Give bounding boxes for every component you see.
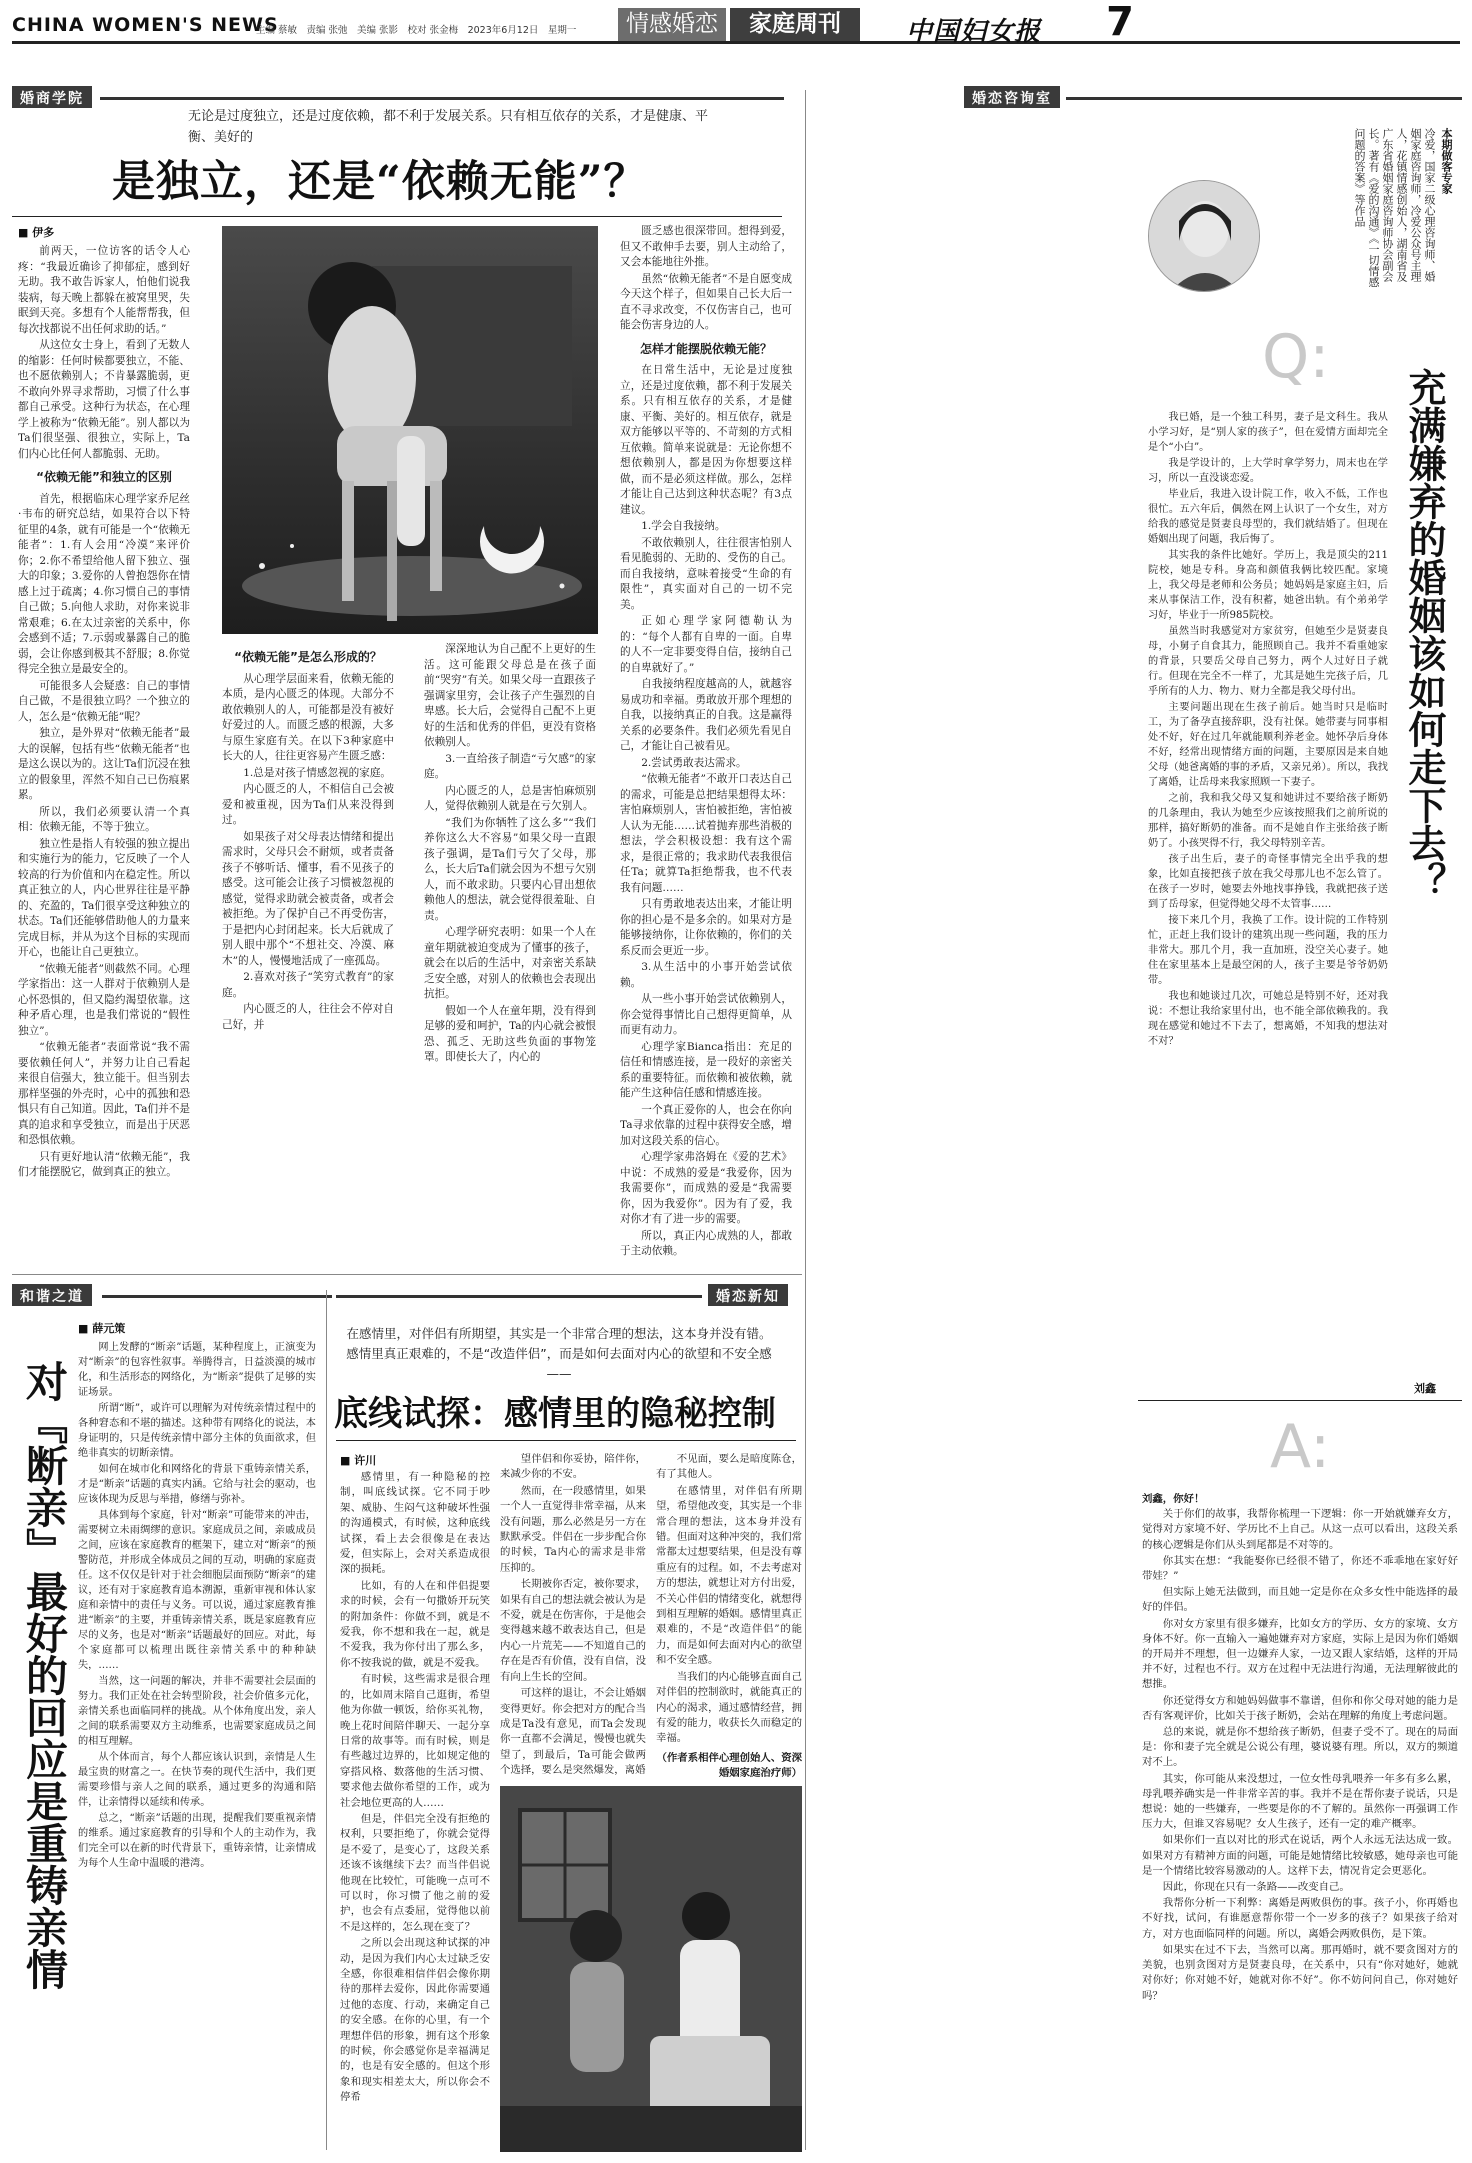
paragraph: 你还觉得女方和她妈妈做事不靠谱，但你和你父母对她的能力是否有客观评价，比如关于孩子断奶，会站在理解的角度上考虑问题。 bbox=[1142, 1694, 1458, 1722]
paragraph: 比如，有的人在和伴侣提要求的时候，会有一句撒娇开玩笑的附加条件：你做不到，就是不爱我，你不想和我在一起，就是不爱我，我为你付出了那么多，你不按我说的做，就是不爱我。 bbox=[340, 1579, 490, 1669]
paragraph: 感情里，有一种隐秘的控制，叫底线试探。它不同于吵架、威胁、生闷气这种破坏性强的沟通模式，有时候，这种底线试探，看上去会很像是在表达爱，但实际上，会对关系造成很深的损耗。 bbox=[340, 1471, 490, 1576]
paragraph: 然而，在一段感情里，如果一个人一直觉得非常幸福，从来没有问题，那么必然是另一方在默默承受。伴侣在一步步配合你的时候，Ta内心的需求是非常压抑的。 bbox=[500, 1484, 646, 1574]
paragraph: 1.学会自我接纳。 bbox=[641, 520, 726, 532]
paragraph: 只有更好地认清“依赖无能”，我们才能摆脱它，做到真正的独立。 bbox=[18, 1150, 190, 1178]
paragraph: 在感情里，对伴侣有所期望，希望他改变，其实是一个非常合理的想法，这本身并没有错。但面对这种冲突的，我们常常都太过想要结果，但是没有尊重应有的过程。如，不去考虑对方的想法，就想让对方付出爱，不关心伴侣的情绪变化，就想得到相互理解的婚姻。感情里真正艰难的，不是“改造伴侣”的能力，而是如何去面对内心的欲望和不安全感。 bbox=[656, 1484, 802, 1667]
paragraph: 可这样的退让，不会让婚姻变得更好。你会把对方的配合当成是Ta没有意见，而Ta会发现你一直都不会满足，慢慢也就失望了，到最后，Ta可能会做两个选择，要么是突然爆发，离婚 bbox=[500, 1687, 646, 1777]
paragraph: 具体到每个家庭，针对“断亲”可能带来的冲击，需要树立未雨绸缪的意识。家庭成员之间，亲戚成员之间，应该在家庭教育的框架下，建立对“断亲”的预警防范，并形成全体成员之间的互动，明确的家庭责任。这不仅仅是针对于社会细胞层面预防“断亲”的建议，还有对于家庭教育追本溯源，重新审视和体认家庭和亲情中的责任与义务。可以说，通过家庭教育推进“断亲”的主要，并重铸亲情关系，既是家庭教育应尽的义务，也是对“断亲”话题最好的回应。对此，每个家庭都可以梳理出既往亲情关系中的种种缺失，…… bbox=[78, 1510, 316, 1671]
page-number: 7 bbox=[1106, 0, 1134, 45]
paragraph: 长期被你否定，被你要求，如果有自己的想法就会被认为是不爱，就是在伤害你，于是他会变得越来越不敢表达自己，但是内心一片荒芜——不知道自己的存在是否有价值，没有自信，没有向上生长的空间。 bbox=[500, 1578, 646, 1683]
paragraph: 自我接纳程度越高的人，就越容易成功和幸福。勇敢放开那个理想的自我，以接纳真正的自我。这是赢得关系的必要条件。我们必须先看见自己，才能让自己被看见。 bbox=[620, 678, 792, 752]
paragraph: 在日常生活中，无论是过度独立，还是过度依赖，都不利于发展关系。只有相互依存的关系，才是健康、平衡、美好的。相互依存，就是双方能够以平等的、不苛刻的方式相互依赖。简单来说就是：无论你想不想依赖别人，都是因为你想要这样做，而不是必须这样做。那么，怎样才能让自己达到这种状态呢？有3点建议。 bbox=[620, 364, 792, 516]
column-tag-harmony: 和谐之道 bbox=[12, 1284, 92, 1306]
paragraph: 从个体而言，每个人都应该认识到，亲情是人生最宝贵的财富之一。在快节奏的现代生活中，我们更需要珍惜与亲人之间的联系，通过更多的沟通和陪伴，让亲情得以延续和传承。 bbox=[78, 1752, 316, 1808]
right-column-divider bbox=[805, 90, 806, 2150]
paragraph: 如何在城市化和网络化的背景下重铸亲情关系，才是“断亲”话题的真实内涵。它给与社会的驱动，也应该体现为反思与举措，修缮与弥补。 bbox=[78, 1464, 316, 1505]
article2-author: ■ 薛元策 bbox=[78, 1322, 126, 1335]
article1-column-3 bbox=[424, 642, 596, 1067]
paragraph: 你其实在想：“我能娶你已经很不错了，你还不乖乖地在家好好带娃？” bbox=[1142, 1554, 1458, 1583]
article3-title: 底线试探：感情里的隐秘控制 bbox=[334, 1394, 776, 1434]
paragraph: “依赖无能者”表面常说“我不需要依赖任何人”，并努力让自己看起来很自信强大，独立能干。但当别去那样坚强的外壳时，心中的孤独和恐惧只有自己知道。因此，Ta们并不是真的追求和享受独立，而是出于厌恶和恐惧依赖。 bbox=[18, 1041, 190, 1146]
paragraph: 内心匮乏的人，不相信自己会被爱和被重视，因为Ta们从来没得到过。 bbox=[222, 783, 394, 826]
paragraph: 一个真正爱你的人，也会在你向Ta寻求依靠的过程中获得安全感，增加对这段关系的信心。 bbox=[620, 1103, 792, 1147]
paragraph: 匮乏感也很深带回。想得到爱，但又不敢伸手去要，别人主动给了，又会本能地往外推。 bbox=[620, 225, 792, 268]
paragraph: 毕业后，我进入设计院工作，收入不低，工作也很忙。五六年后，偶然在网上认识了一个女生，对方给我的感觉是贤妻良母型的，我们就结婚了。但现在婚姻出现了问题，我后悔了。 bbox=[1148, 489, 1388, 545]
paragraph: 3.一直给孩子制造“亏欠感”的家庭。 bbox=[424, 752, 596, 780]
paragraph: 我是学设计的，上大学时拿学努力，周末也在学习，所以一直没谈恋爱。 bbox=[1148, 458, 1388, 484]
question-mark: Q: bbox=[1262, 322, 1330, 392]
masthead bbox=[12, 0, 1460, 47]
paragraph: 望伴侣和你妥协，陪伴你，来减少你的不安。 bbox=[500, 1453, 646, 1481]
column-tag-marriage-news: 婚恋新知 bbox=[708, 1284, 788, 1306]
article2-body bbox=[78, 1340, 316, 1872]
column-tag-rule bbox=[1066, 97, 1462, 100]
paragraph: 当然，这一问题的解决，并非不需要社会层面的努力。我们正处在社会转型阶段，社会价值多元化，亲情关系也面临同样的挑战。从个体角度出发，亲人之间的联系需要双方主动维系，也需要家庭成员之间的相互理解。 bbox=[78, 1676, 316, 1747]
article3-illustration bbox=[500, 1786, 802, 2152]
couple-illustration bbox=[500, 1786, 802, 2152]
article3-lead: 在感情里，对伴侣有所期望，其实是一个非常合理的想法，这本身并没有错。感情里真正艰难的，不是“改造伴侣”，而是如何去面对内心的欲望和不安全感—— bbox=[346, 1326, 772, 1381]
paragraph: 孩子出生后，妻子的奇怪事情完全出乎我的想象，比如直接把孩子放在我父母那儿也不怎么管了。在孩子一岁时，她要去外地找事挣钱，我就把孩子送到了岳母家，但觉得她父母不太管事…… bbox=[1148, 854, 1388, 910]
paragraph: 所以，我们必须要认清一个真相：依赖无能，不等于独立。 bbox=[18, 805, 190, 833]
section-divider bbox=[12, 1274, 802, 1275]
paragraph: 但实际上她无法做到，而且她一定是你在众多女性中能选择的最好的伴侣。 bbox=[1142, 1586, 1458, 1614]
question-signature: 刘鑫 bbox=[1414, 1382, 1436, 1395]
article1-author: ■ 伊多 bbox=[18, 226, 55, 239]
paragraph: 内心匮乏的人，往往会不停对自己好，并 bbox=[222, 1003, 394, 1031]
expert-label: 本期做客专家 bbox=[1440, 128, 1453, 194]
paragraph: 总之，“断亲”话题的出现，提醒我们要重视亲情的维系。通过家庭教育的引导和个人的主动作为，我们完全可以在新的时代背景下，重铸亲情，让亲情成为每个人生命中温暖的港湾。 bbox=[78, 1813, 316, 1869]
paragraph: 接下来几个月，我换了工作。设计院的工作特别忙，正赶上我们设计的建筑出现一些问题，我的压力非常大。那几个月，我一直加班，没空关心妻子。她住在家里基本上是最空闲的人，孩子主要是爷爷奶奶带。 bbox=[1148, 915, 1388, 986]
question-body bbox=[1148, 410, 1388, 1050]
paragraph: 深深地认为自己配不上更好的生活。这可能跟父母总是在孩子面前“哭穷”有关。如果父母一直跟孩子强调家里穷，会让孩子产生强烈的自卑感。长大后，会觉得自己配不上更好的生活和优秀的伴侣，更没有资格依赖别人。 bbox=[424, 643, 596, 748]
column-tag-rule bbox=[102, 1295, 332, 1298]
paragraph: 首先，根据临床心理学家乔尼丝·韦布的研究总结，如果符合以下特征里的4条，就有可能是一个“依赖无能者”：1.有人会用“冷漠”来评价你；2.你不希望给他人留下独立、强大的印象；3.爱你的人曾抱怨你在情感上过于疏离；4.你习惯自己的事情自己做；5.向他人求助，对你来说非常艰难；6.在太过亲密的关系中，你会感到不适；7.示弱或暴露自己的脆弱，会让你感到极其不舒服；8.你觉得完全独立是最安全的。 bbox=[18, 492, 190, 675]
answer-mark: A: bbox=[1270, 1412, 1331, 1482]
article2-title: 对『断亲』最好的回应是重铸亲情 bbox=[20, 1360, 69, 1990]
paragraph: 所以，真正内心成熟的人，都敢于主动依赖。 bbox=[620, 1229, 792, 1257]
expert-avatar bbox=[1148, 180, 1260, 292]
paragraph: 关于你们的故事，我帮你梳理一下逻辑：你一开始就嫌弃女方，觉得对方家境不好、学历比不上自己。从这一点可以看出，这段关系的核心逻辑是你们从头到尾都是不对等的。 bbox=[1142, 1508, 1458, 1551]
newspaper-logo: 中国妇女报 bbox=[906, 17, 1042, 47]
paragraph: 如果你们一直以对比的形式在说话，两个人永远无法达成一致。如果对方有精神方面的问题，可能是她情绪比较敏感，她母亲也可能是一个情绪比较容易激动的人。这样下去，情况肯定会更恶化。 bbox=[1142, 1834, 1458, 1877]
article1-illustration bbox=[222, 226, 598, 634]
paragraph: 不敢依赖别人，往往很害怕别人看见脆弱的、无助的、受伤的自己。而自我接纳，意味着接受“生命的有限性”，真实面对自己的一切不完美。 bbox=[620, 536, 792, 611]
article1-title: 是独立，还是“依赖无能”？ bbox=[112, 157, 648, 207]
paragraph: 独立性是指人有较强的独立提出和实施行为的能力，它反映了一个人较高的行为价值和内在稳定性。所以真正独立的人，内心世界往往是平静的、充盈的，Ta们很享受这种独立的状态。Ta们还能够借助他人的力量来完成目标，并从为这个目标的实现而开心，也能让自己更独立。 bbox=[18, 837, 190, 958]
paragraph: 心理学家Bianca指出：充足的信任和情感连接，是一段好的亲密关系的重要特征。而依赖和被依赖，就能产生这种信任感和情感连接。 bbox=[620, 1040, 792, 1099]
paragraph: 心理学研究表明：如果一个人在童年期就被迫变成为了懂事的孩子，就会在以后的生活中，对亲密关系缺乏安全感，对别人的依赖也会表现出抗拒。 bbox=[424, 926, 596, 1000]
article3-title-rule bbox=[336, 1440, 796, 1441]
paragraph: 其实，你可能从来没想过，一位女性母乳喂养一年多有多么累，母乳喂养确实是一件非常辛苦的事。我并不是在帮你妻子说话，只是想说：她的一些嫌弃，一些要是你的不了解的。虽然你一再强调工作压力大，但谁又容易呢？女人生孩子，还有一定的难产概率。 bbox=[1142, 1772, 1458, 1831]
paragraph: 不见面，要么是暗度陈仓，有了其他人。 bbox=[656, 1453, 802, 1481]
paragraph: 独立，是外界对“依赖无能者”最大的误解，包括有些“依赖无能者”也是这么误以为的。这让Ta们沉浸在独立的假象里，浑然不知自己已伤痕累累。 bbox=[18, 727, 190, 801]
article3-signature: （作者系相伴心理创始人、资深婚姻家庭治疗师） bbox=[656, 1751, 802, 1780]
paragraph: 可能很多人会疑惑：自己的事情自己做，不是很独立吗？一个独立的人，怎么是“依赖无能”呢？ bbox=[18, 679, 190, 723]
paragraph: 2.喜欢对孩子“笑穷式教育”的家庭。 bbox=[222, 971, 394, 999]
paragraph: “依赖无能者”不敢开口表达自己的需求，可能是总把结果想得太坏：害怕麻烦别人，害怕被拒绝，害怕被人认为无能……试着抛弃那些消极的想法，学会积极设想：我有这个需求，是很正常的；我求助代表我很信任Ta；就算Ta拒绝帮我，也不代表我有问题…… bbox=[620, 773, 792, 894]
paragraph: 我已婚，是一个独工科男，妻子是文科生。我从小学习好，是“别人家的孩子”，但在爱情方面却完全是个“小白”。 bbox=[1148, 412, 1388, 453]
column-tag-consult-room: 婚恋咨询室 bbox=[964, 86, 1060, 108]
paragraph: 当我们的内心能够直面自己对伴侣的控制欲时，就能真正的内心的渴求，通过感情经营，拥有爱的能力，收获长久而稳定的幸福。 bbox=[656, 1670, 802, 1745]
paragraph: 心理学家弗洛姆在《爱的艺术》中说：不成熟的爱是“我爱你，因为我需要你”，而成熟的爱是“我需要你，因为我爱你”。因为有了爱，我对你才有了进一步的需要。 bbox=[620, 1151, 792, 1225]
qa-divider bbox=[1138, 1400, 1462, 1401]
paragraph: 从心理学层面来看，依赖无能的本质，是内心匮乏的体现。大部分不敢依赖别人的人，可能都是没有被好好爱过的人。而匮乏感的根源，大多与原生家庭有关。在以下3种家庭中长大的人，往往更容易产生匮乏感： bbox=[222, 672, 394, 762]
editors-line: 主编 蔡敏 责编 张弛 美编 张影 校对 张金梅 2023年6月12日 星期一 bbox=[256, 25, 577, 36]
paragraph: 网上发酵的“断亲”话题，某种程度上，正演变为对“断亲”的包容性叙事。举腾得言，日益淡漠的城市化，和生活形态的网络化，为“断亲”提供了足够的实证场景。 bbox=[78, 1342, 316, 1398]
avatar-portrait bbox=[1149, 181, 1260, 292]
paragraph: 前两天，一位访客的话令人心疼：“我最近确诊了抑郁症，感到好无助。我不敢告诉家人，怕他们说我装病，每天晚上都躲在被窝里哭，失眠到天亮。多想有个人能帮帮我，但每次找都说不出任何求助的话。” bbox=[18, 245, 190, 335]
paragraph: 如果实在过不下去，当然可以离。那再婚时，就不要贪图对方的美貌，也别贪图对方是贤妻良母，在关系中，只有“你对她好，她就对你好；你对她不好，她就对你不好”。你不妨问问自己，你对她好吗？ bbox=[1142, 1943, 1458, 2002]
article1-subhead-2: “依赖无能”是怎么形成的？ bbox=[234, 650, 382, 664]
article1-column-2 bbox=[222, 642, 394, 1034]
article1-column-4 bbox=[620, 224, 792, 1261]
paragraph: 内心匮乏的人，总是害怕麻烦别人，觉得依赖别人就是在亏欠别人。 bbox=[424, 784, 596, 812]
paragraph: 从这位女士身上，看到了无数人的缩影：任何时候都要独立，不能、也不愿依赖别人；不肯暴露脆弱，更不敢向外界寻求帮助，习惯了什么事都自己承受。这种行为状态，在心理学上被称为“依赖无能”。别人都以为Ta们很坚强、很独立，实际上，Ta们内心比任何人都脆弱、无助。 bbox=[18, 339, 190, 460]
paragraph: 2.尝试勇敢表达需求。 bbox=[641, 756, 747, 769]
section-label: 情感婚恋 bbox=[618, 8, 726, 41]
article1-lead: 无论是过度独立，还是过度依赖，都不利于发展关系。只有相互依存的关系，才是健康、平衡、美好的 bbox=[188, 109, 709, 145]
column-tag-rule bbox=[336, 1295, 702, 1298]
paragraph: 我也和她谈过几次，可她总是特别不好，还对我说：不想让我给家里付出，也不能全部依赖我的。我现在感觉和她过不下去了，想离婚，不知我的想法对不对？ bbox=[1148, 991, 1388, 1047]
paragraph: 因此，你现在只有一条路——改变自己。 bbox=[1162, 1881, 1350, 1894]
en-title: CHINA WOMEN'S NEWS bbox=[12, 14, 279, 36]
paragraph: 所谓“断”，或许可以理解为对传统亲情过程中的各种窘态和不堪的描述。这种带有网络化的说法，本身证明的，只是传统亲情中部分主体的负面欲求，但绝非真实的切断亲情。 bbox=[78, 1403, 316, 1459]
paragraph: 总的来说，就是你不想给孩子断奶，但妻子受不了。现在的局面是：你和妻子完全就是公说公有理，婆说婆有理。所以，双方的频道对不上。 bbox=[1142, 1726, 1458, 1769]
paragraph: 之所以会出现这种试探的冲动，是因为我们内心太过缺乏安全感，你很难相信伴侣会像你期待的那样去爱你，因此你需要通过他的态度、行动，来确定自己的安全感。在你的心里，有一个理想伴侣的形象，拥有这个形象的时候，你会感觉你是幸福满足的，也是有安全感的。但这个形象和现实相差太大，所以你会不停希 bbox=[340, 1937, 490, 2104]
article1-title-rule bbox=[12, 216, 782, 217]
girl-on-chair-illustration bbox=[222, 226, 598, 634]
paragraph: 主要问题出现在生孩子前后。她当时只是临时工，为了备孕直接辞职，没有社保。她带妻与同事相处不好，好在过几年就能顺利养老金。她怀孕后身体不好，经常出现情绪方面的问题，主要原因是来自她父母（她爸离婚的事的矛盾，又亲兄弟）。所以，我找了离婚，让岳母来我家照顾一下妻子。 bbox=[1148, 702, 1388, 788]
article3-column-3 bbox=[656, 1452, 802, 1782]
paragraph: 你对女方家里有很多嫌弃，比如女方的学历、女方的家境、女方身体不好。你一直输入一遍她嫌弃对方家庭，实际上是因为你们婚姻的开局并不理想，但一边嫌弃人家，一边又跟人家结婚，这样的开局并不好，过程也不行。双方在过程中无法进行沟通，无法理解彼此的想推。 bbox=[1142, 1617, 1458, 1691]
weekly-label: 家庭周刊 bbox=[730, 8, 860, 41]
answer-body bbox=[1142, 1492, 1458, 2005]
paragraph: 3.从生活中的小事开始尝试依赖。 bbox=[620, 961, 792, 989]
answer-greeting: 刘鑫，你好！ bbox=[1142, 1493, 1205, 1505]
paragraph: 从一些小事开始尝试依赖别人，你会觉得事情比自己想得更简单，从而更有动力。 bbox=[620, 993, 792, 1036]
column-tag-rule bbox=[100, 97, 784, 100]
paragraph: 如果孩子对父母表达情绪和提出需求时，父母只会不耐烦，或者责备孩子不够听话、懂事，看不见孩子的感受。这可能会让孩子习惯被忽视的感觉，觉得求助就会被责备，或者会被拒绝。为了保护自己不再受伤害，于是把内心封闭起来。长大后就成了别人眼中那个“不想社交、冷漠、麻木”的人，慢慢地活成了一座孤岛。 bbox=[222, 830, 394, 967]
paragraph: 只有勇敢地表达出来，才能让明你的担心是不是多余的。如果对方是能够接纳你，让你依赖的，你们的关系反而会更近一步。 bbox=[620, 898, 792, 957]
article3-author: ■ 许川 bbox=[340, 1454, 377, 1467]
article1-subhead-1: “依赖无能”和独立的区别 bbox=[36, 470, 172, 484]
paragraph: 之前，我和我父母又复和她讲过不要给孩子断奶的几条理由，我认为她至少应该按照我们之前所说的那样，搞好断奶的准备。而不是她自作主张给孩子断奶了。小孩哭得不行，我父母特别辛苦。 bbox=[1148, 793, 1388, 849]
article1-subhead-3: 怎样才能摆脱依赖无能？ bbox=[639, 341, 772, 356]
paragraph: “我们为你牺牲了这么多”“我们养你这么大不容易”如果父母一直跟孩子强调，是Ta们亏欠了父母，那么，长大后Ta们就会因为不想亏欠别人，而不敢求助。只要内心冒出想依赖他人的想法，就会觉得很羞耻、自责。 bbox=[424, 816, 596, 922]
paragraph: 虽然当时我感觉对方家贫穷，但她至少是贤妻良母，小舅子自食其力，能照顾自己。我并不看重她家的背景，只要岳父母自己努力，两个人过好日子就行。但现在完全不一样了，尤其是她生完孩子后，几乎所有的人力、物力、财力全都是我父母付出。 bbox=[1148, 626, 1388, 697]
article3-column-1 bbox=[340, 1470, 490, 2107]
expert-bio: 冷爱，国家二级心理咨询师、婚姻家庭咨询师，冷爱公众号主理人，花镇情感创始人，湖南省及广东省婚姻家庭咨询师协会副会长。著有《爱的沟通》《一切情感问题的答案》等作品 bbox=[1353, 128, 1436, 288]
column-tag-marriage-school: 婚商学院 bbox=[12, 86, 92, 108]
paragraph: 其实我的条件比她好。学历上，我是顶尖的211院校，她是专科。身高和颜值我俩比较匹配。家境上，我父母是老师和公务员；她妈妈是家庭主妇，后来从事保洁工作，没有积蓄，她爸出轨。有个弟弟学习好，毕业于一所985院校。 bbox=[1148, 550, 1388, 621]
paragraph: 假如一个人在童年期，没有得到足够的爱和呵护，Ta的内心就会被恨恐、孤乏、无助这些负面的事物笼罩。即使长大了，内心的 bbox=[424, 1004, 596, 1063]
paragraph: 正如心理学家阿德勒认为的：“每个人都有自卑的一面。自卑的人不一定非要变得自信，接纳自己的自卑就好了。” bbox=[620, 615, 792, 674]
paragraph: 我帮你分析一下利弊：离婚是两败俱伤的事。孩子小，你再婚也不好找，试问，有谁愿意帮你带一个一岁多的孩子？如果孩子给对方，对方也面临同样的问题。所以，离婚会两败俱伤，是下策。 bbox=[1142, 1897, 1458, 1940]
question-title: 充满嫌弃的婚姻该如何走下去？ bbox=[1402, 368, 1447, 900]
paragraph: 有时候，这些需求是很合理的，比如周末陪自己逛街，希望他为你做一顿饭，给你买礼物，晚上花时间陪伴聊天、一起分享日常的故事等。而有时候，则是有些越过边界的，比如规定他的穿搭风格、数落他的生活习惯、要求他去做你希望的工作，或为社会地位更高的人…… bbox=[340, 1673, 490, 1809]
paragraph: 虽然“依赖无能者”不是自愿变成今天这个样子，但如果自己长大后一直不寻求改变，不仅伤害自己，也可能会伤害身边的人。 bbox=[620, 272, 792, 331]
article3-column-2 bbox=[500, 1452, 646, 1780]
paragraph: “依赖无能者”则截然不同。心理学家指出：这一人群对于依赖别人是心怀恐惧的，但又隐约渴望依靠。这种矛盾心理，也是我们常说的“假性独立”。 bbox=[18, 962, 190, 1037]
article1-column-1 bbox=[18, 244, 190, 1182]
paragraph: 1.总是对孩子情感忽视的家庭。 bbox=[243, 766, 392, 779]
paragraph: 但是，伴侣完全没有拒绝的权利，只要拒绝了，你就会觉得是不爱了，是变心了，这段关系还该不该继续下去？而当伴侣说他现在比较忙，可能晚一点可不可以时，你习惯了他之前的爱护，也会有点委屈，觉得他以前不是这样的，怎么现在变了？ bbox=[340, 1812, 490, 1933]
